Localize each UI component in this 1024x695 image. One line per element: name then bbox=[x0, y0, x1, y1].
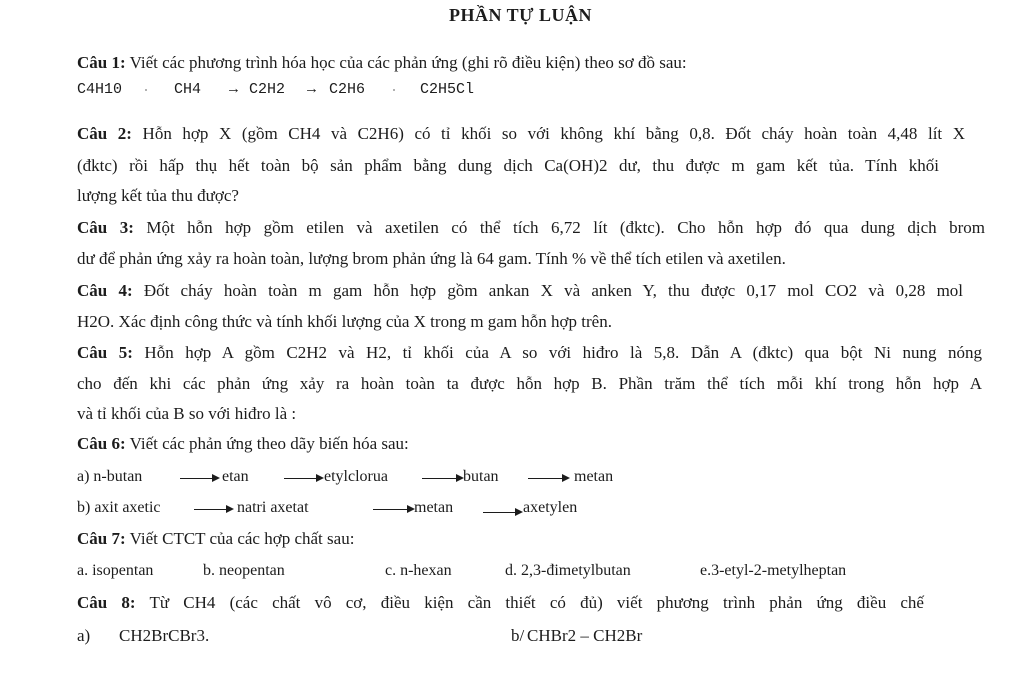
question-8-a-label: a) bbox=[77, 626, 91, 645]
question-8-label: Câu 8: bbox=[77, 593, 136, 612]
question-8-b-value: CHBr2 – CH2Br bbox=[527, 626, 643, 645]
chain-a-arrow-4 bbox=[528, 478, 568, 479]
scheme-arrow-1: → bbox=[229, 81, 239, 98]
question-4-label: Câu 4: bbox=[77, 281, 133, 300]
question-4-line-2: H2O. Xác định công thức và tính khối lượng của X trong m gam hỗn hợp trên. bbox=[77, 312, 612, 331]
chain-b-step-1: b) axit axetic bbox=[77, 499, 161, 516]
question-8-a-value: CH2BrCBr3. bbox=[119, 626, 210, 645]
chain-a-step-5: metan bbox=[574, 468, 614, 485]
scheme-dot-2 bbox=[393, 89, 395, 91]
question-2-line-2: (đktc) rồi hấp thụ hết toàn bộ sản phẩm bằng dung dịch Ca(OH)2 dư, thu được m gam kết tủa. Tính khối bbox=[77, 156, 939, 175]
question-6-label: Câu 6: bbox=[77, 434, 126, 453]
question-8-b-label: b/ bbox=[511, 626, 525, 645]
chain-a-step-4: butan bbox=[463, 468, 499, 485]
scheme-c2h2: C2H2 bbox=[249, 81, 286, 98]
question-4-text-1: Đốt cháy hoàn toàn m gam hỗn hợp gồm ankan X và anken Y, thu được 0,17 mol CO2 và 0,28 mol bbox=[143, 281, 964, 300]
question-2-label: Câu 2: bbox=[77, 124, 132, 143]
scheme-c2h6: C2H6 bbox=[329, 81, 366, 98]
chain-b-arrow-1 bbox=[194, 509, 232, 510]
scheme-ch4: CH4 bbox=[174, 81, 202, 98]
page-title: PHẦN TỰ LUẬN bbox=[449, 5, 593, 25]
question-3-line-1 bbox=[77, 218, 985, 238]
question-3-label: Câu 3: bbox=[77, 218, 134, 237]
question-7-text: Viết CTCT của các hợp chất sau: bbox=[129, 529, 355, 548]
chain-b-arrow-2 bbox=[373, 509, 413, 510]
compound-b: b. neopentan bbox=[203, 562, 285, 579]
chain-a-step-2: etan bbox=[222, 468, 249, 485]
compound-e: e.3-etyl-2-metylheptan bbox=[700, 562, 847, 579]
scheme-arrow-2: → bbox=[307, 81, 317, 98]
question-5-label: Câu 5: bbox=[77, 343, 133, 362]
scheme-c2h5cl: C2H5Cl bbox=[420, 81, 475, 98]
chain-b-step-2: natri axetat bbox=[237, 499, 309, 516]
compound-a: a. isopentan bbox=[77, 562, 154, 579]
scheme-c4h10: C4H10 bbox=[77, 81, 123, 98]
question-8 bbox=[77, 593, 924, 613]
chain-a-arrow-1 bbox=[180, 478, 218, 479]
chain-b-arrow-3 bbox=[483, 512, 521, 513]
question-5-line-1 bbox=[77, 343, 982, 363]
question-1 bbox=[77, 53, 687, 73]
chain-a-arrow-3 bbox=[422, 478, 462, 479]
question-5-line-3: và tỉ khối của B so với hiđro là : bbox=[77, 404, 297, 423]
question-5-text-1: Hỗn hợp A gồm C2H2 và H2, tỉ khối của A so với hiđro là 5,8. Dẫn A (đktc) qua bột Ni nung nóng bbox=[144, 343, 982, 362]
question-4-line-1 bbox=[77, 281, 963, 301]
compound-c: c. n-hexan bbox=[385, 562, 452, 579]
question-6-text: Viết các phản ứng theo dãy biến hóa sau: bbox=[129, 434, 409, 453]
question-7-label: Câu 7: bbox=[77, 529, 126, 548]
compound-d: d. 2,3-đimetylbutan bbox=[505, 562, 631, 579]
question-8-text: Từ CH4 (các chất vô cơ, điều kiện cần thiết có đủ) viết phương trình phản ứng điều chế bbox=[149, 593, 924, 612]
question-6 bbox=[77, 434, 409, 454]
scheme-dot-1 bbox=[145, 89, 147, 91]
question-1-text: Viết các phương trình hóa học của các phản ứng (ghi rõ điều kiện) theo sơ đồ sau: bbox=[129, 53, 687, 72]
chain-a-step-1: a) n-butan bbox=[77, 468, 143, 485]
question-3-text-1: Một hỗn hợp gồm etilen và axetilen có thể tích 6,72 lít (đktc). Cho hỗn hợp đó qua dung dịch brom bbox=[146, 218, 986, 237]
chain-a-step-3: etylclorua bbox=[324, 468, 388, 485]
question-3-line-2: dư để phản ứng xảy ra hoàn toàn, lượng brom phản ứng là 64 gam. Tính % về thể tích etilen và axetilen. bbox=[77, 249, 786, 268]
question-2-line-3: lượng kết tủa thu được? bbox=[77, 186, 239, 205]
question-7 bbox=[77, 529, 354, 549]
chain-b-step-4: axetylen bbox=[523, 499, 578, 516]
question-2-text-1: Hỗn hợp X (gồm CH4 và C2H6) có tỉ khối so với không khí bằng 0,8. Đốt cháy hoàn toàn 4,48 lít X bbox=[142, 124, 965, 143]
question-1-label: Câu 1: bbox=[77, 53, 126, 72]
chain-b-step-3: metan bbox=[414, 499, 454, 516]
question-5-line-2: cho đến khi các phản ứng xảy ra hoàn toàn ta được hỗn hợp B. Phần trăm thể tích mỗi khí trong hỗn hợp A bbox=[77, 374, 982, 393]
question-2-line-1 bbox=[77, 124, 965, 144]
chain-a-arrow-2 bbox=[284, 478, 322, 479]
